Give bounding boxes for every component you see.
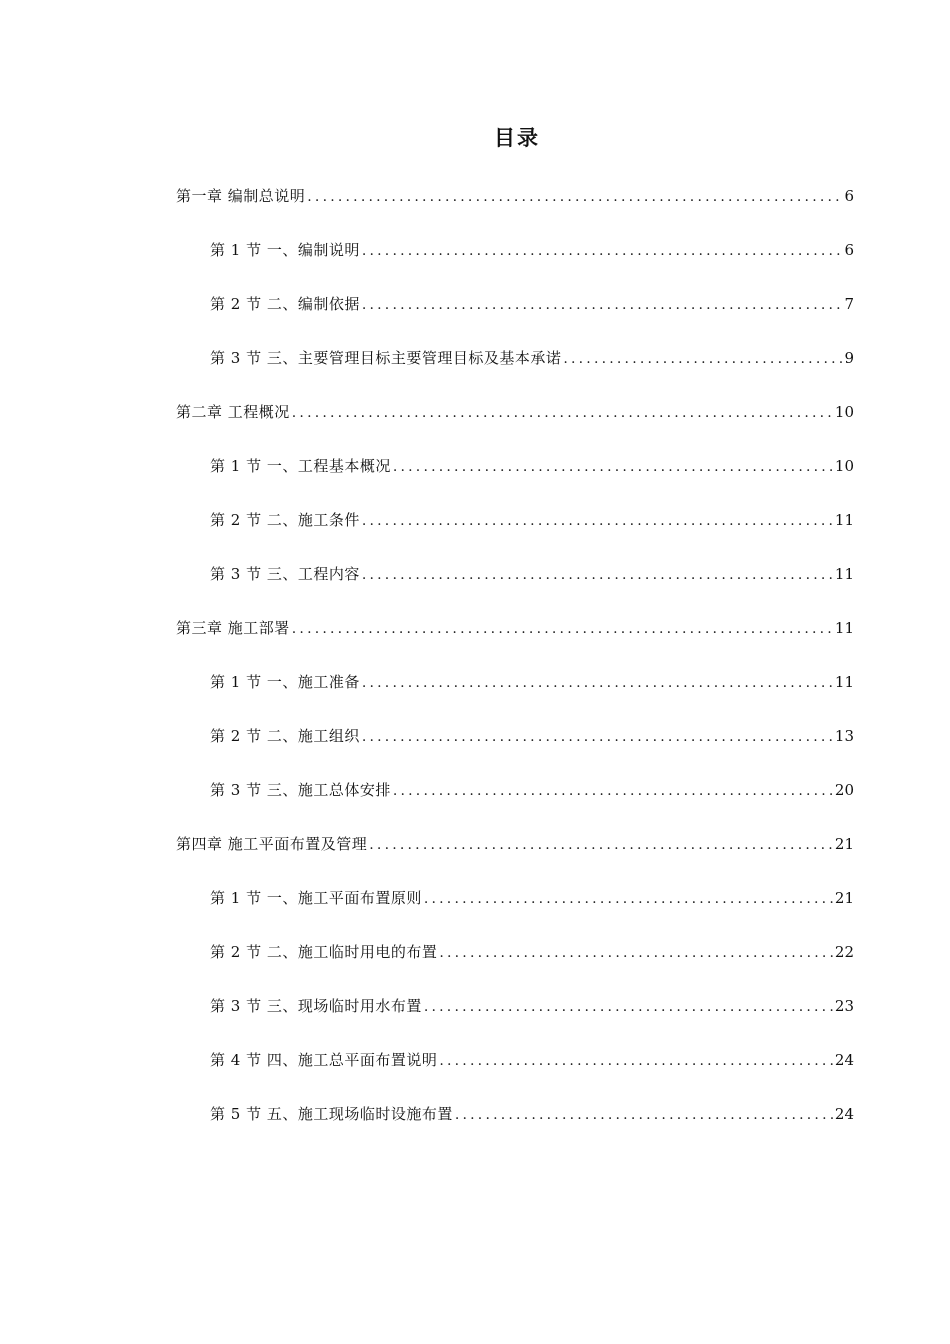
toc-entry-label: 第 3 节 三、现场临时用水布置 [210,997,422,1015]
toc-page-number: 11 [834,511,854,529]
toc-dot-leader [362,293,843,317]
toc-section-entry[interactable] [210,454,854,478]
toc-page-number: 23 [834,997,854,1015]
toc-page-number: 24 [834,1051,854,1069]
toc-dot-leader [393,455,833,479]
toc-entry-label: 第 5 节 五、施工现场临时设施布置 [210,1105,453,1123]
toc-dot-leader [439,941,833,965]
toc-section-entry[interactable] [210,346,854,370]
toc-entry-label: 第四章 施工平面布置及管理 [176,835,368,853]
toc-title: 目录 [494,126,540,150]
toc-section-entry[interactable] [210,994,854,1018]
toc-dot-leader [362,671,833,695]
toc-section-entry[interactable] [210,508,854,532]
toc-entry-label: 第二章 工程概况 [176,403,290,421]
toc-section-entry[interactable] [210,292,854,316]
toc-section-entry[interactable] [210,940,854,964]
toc-section-entry[interactable] [210,1102,854,1126]
toc-chapter-entry[interactable] [176,400,854,424]
toc-page-number: 11 [834,619,854,637]
toc-dot-leader [292,401,833,425]
toc-chapter-entry[interactable] [176,184,854,208]
toc-dot-leader [439,1049,833,1073]
toc-section-entry[interactable] [210,886,854,910]
toc-entry-label: 第 1 节 一、施工准备 [210,673,360,691]
toc-entry-label: 第 3 节 三、施工总体安排 [210,781,391,799]
toc-section-entry[interactable] [210,778,854,802]
toc-dot-leader [393,779,833,803]
toc-section-entry[interactable] [210,562,854,586]
toc-chapter-entry[interactable] [176,832,854,856]
toc-entry-label: 第三章 施工部署 [176,619,290,637]
toc-page-number: 11 [834,565,854,583]
toc-page-number: 10 [834,457,854,475]
toc-entry-label: 第 2 节 二、编制依据 [210,295,360,313]
toc-page-number: 6 [844,187,854,205]
toc-page-number: 10 [834,403,854,421]
toc-entry-label: 第 1 节 一、施工平面布置原则 [210,889,422,907]
toc-page-number: 6 [844,241,854,259]
toc-entry-label: 第 2 节 二、施工组织 [210,727,360,745]
toc-dot-leader [455,1103,833,1127]
toc-entry-label: 第 1 节 一、编制说明 [210,241,360,259]
toc-page-number: 11 [834,673,854,691]
toc-dot-leader [362,725,833,749]
toc-page-number: 21 [834,889,854,907]
toc-section-entry[interactable] [210,238,854,262]
toc-section-entry[interactable] [210,670,854,694]
toc-page-number: 9 [844,349,854,367]
toc-chapter-entry[interactable] [176,616,854,640]
toc-dot-leader [307,185,842,209]
toc-dot-leader [362,239,843,263]
toc-section-entry[interactable] [210,1048,854,1072]
toc-page-number: 21 [834,835,854,853]
toc-page-number: 24 [834,1105,854,1123]
toc-entry-label: 第 3 节 三、工程内容 [210,565,360,583]
toc-entry-label: 第 1 节 一、工程基本概况 [210,457,391,475]
toc-dot-leader [563,347,842,371]
toc-dot-leader [424,995,833,1019]
toc-page-number: 22 [834,943,854,961]
toc-entry-label: 第 2 节 二、施工临时用电的布置 [210,943,438,961]
toc-page-number: 20 [834,781,854,799]
toc-dot-leader [369,833,833,857]
toc-dot-leader [292,617,833,641]
toc-entry-label: 第 4 节 四、施工总平面布置说明 [210,1051,438,1069]
toc-dot-leader [424,887,833,911]
toc-page-number: 7 [844,295,854,313]
toc-entry-label: 第 3 节 三、主要管理目标主要管理目标及基本承诺 [210,349,562,367]
toc-dot-leader [362,509,833,533]
toc-entry-label: 第 2 节 二、施工条件 [210,511,360,529]
toc-section-entry[interactable] [210,724,854,748]
toc-entry-label: 第一章 编制总说明 [176,187,306,205]
toc-dot-leader [362,563,833,587]
toc-page-number: 13 [834,727,854,745]
